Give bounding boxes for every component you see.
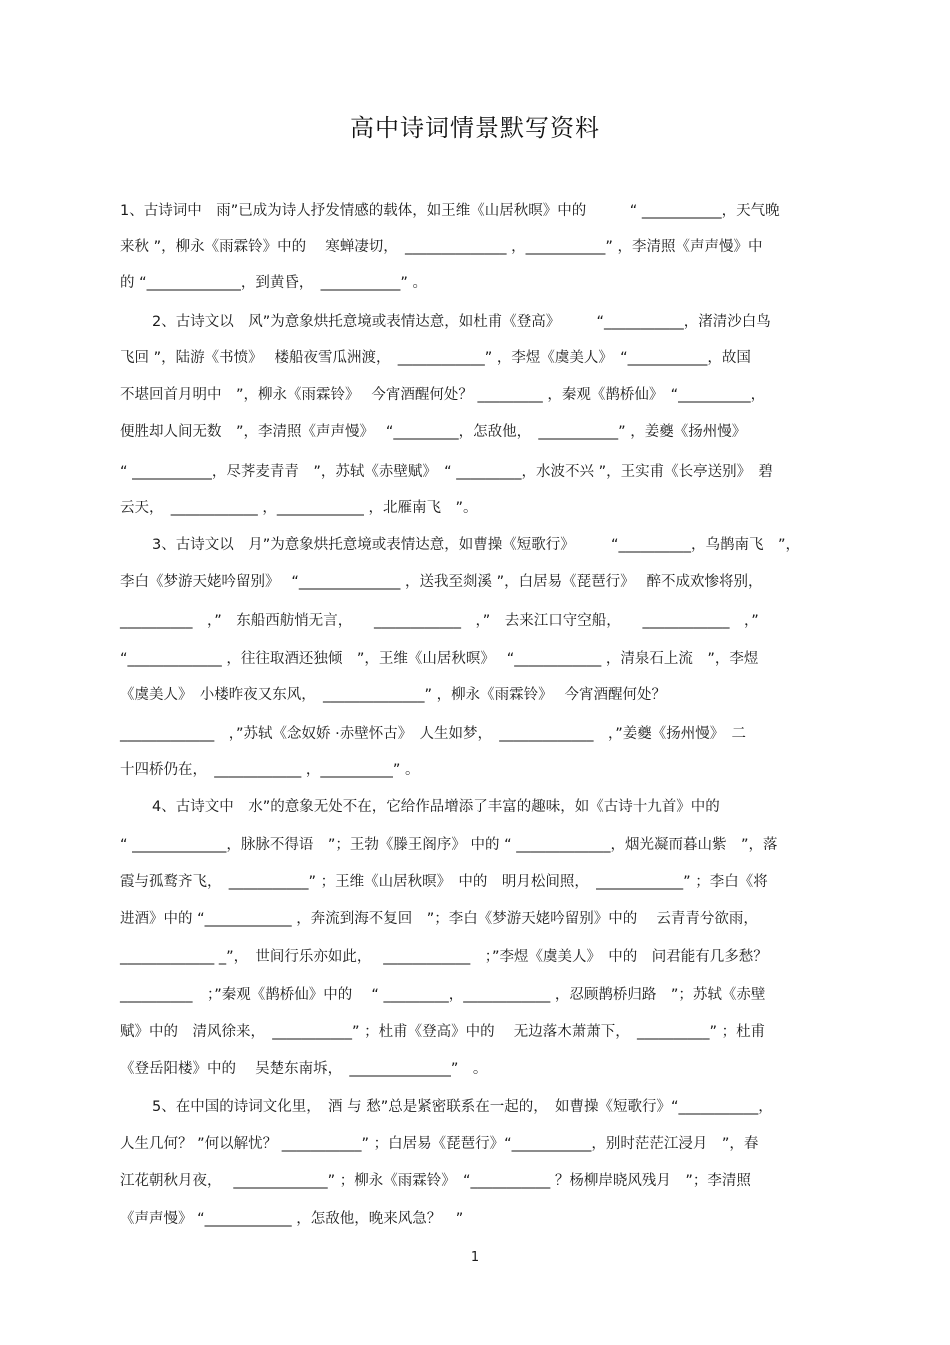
text-line: 《登岳阳楼》中的 吴楚东南坼， ______________” 。 (120, 1061, 488, 1077)
page-number: 1 (470, 1250, 480, 1265)
text-line: 赋》中的 清风徐来， ___________” ；杜甫《登高》中的 无边落木萧萧下， __________” ；杜甫 (120, 1024, 766, 1040)
text-line: __________ ，” 东船西舫悄无言， ____________ ，” 去来江口守空船， ____________ ，” (120, 613, 759, 629)
text-line: 人生几何？ ”何以解忧？ ___________” ；白居易《琵琶行》“___________，别时茫茫江浸月 ”，春 (120, 1136, 759, 1152)
text-line: 5、在中国的诗词文化里， 酒 与 愁”总是紧密联系在一起的， 如曹操《短歌行》“___________， (152, 1099, 773, 1115)
text-line: __________ ；”秦观《鹊桥仙》中的 “ _________，____________ ，忍顾鹊桥归路 ”；苏轼《赤壁 (120, 987, 766, 1003)
text-line: 3、古诗文以 月”为意象烘托意境或表情达意，如曹操《短歌行》 “__________，乌鹊南飞 ”， (152, 537, 801, 553)
text-line: 4、古诗文中 水”的意象无处不在，它给作品增添了丰富的趣味，如《古诗十九首》中的 (152, 799, 720, 815)
text-line: 进酒》中的 “____________ ，奔流到海不复回 ”；李白《梦游天姥吟留别》中的 云青青兮欲雨， (120, 911, 758, 927)
text-line: 《声声慢》 “____________ ，怎敌他，晚来风急？ ” (120, 1211, 464, 1227)
text-line: 江花朝秋月夜， _____________” ；柳永《雨霖铃》 “___________ ？杨柳岸晓风残月 ”；李清照 (120, 1173, 751, 1189)
text-line: 便胜却人间无数 ”，李清照《声声慢》 “_________，怎敌他， ___________” ，姜夔《扬州慢》 (120, 424, 747, 440)
text-line: 来秋 ”，柳永《雨霖铃》中的 寒蝉凄切， ______________ ，___________” ，李清照《声声慢》中 (120, 239, 763, 255)
page-title: 高中诗词情景默写资料 (350, 114, 600, 142)
text-line: “_____________ ，往往取酒还独倾 ”，王维《山居秋暝》 “____________ ，清泉石上流 ”，李煜 (120, 651, 759, 667)
text-line: _____________ _”， 世间行乐亦如此， ____________ ；”李煜《虞美人》 中的 问君能有几多愁？ (120, 949, 768, 965)
text-line: 飞回 ”，陆游《书愤》 楼船夜雪瓜洲渡， ____________” ，李煜《虞美人》 “___________，故国 (120, 350, 751, 366)
text-line: “ ___________，尽荠麦青青 ”，苏轼《赤壁赋》 “ _________，水波不兴 ”，王实甫《长亭送别》 碧 (120, 464, 773, 480)
text-line: 的 “_____________，到黄昏， ___________” 。 (120, 275, 427, 291)
text-line: _____________ ，”苏轼《念奴娇 ·赤壁怀古》 人生如梦， _____________ ，”姜夔《扬州慢》 二 (120, 726, 746, 742)
text-line: “ _____________，脉脉不得语 ”；王勃《滕王阁序》 中的 “ _____________，烟光凝而暮山紫 ”，落 (120, 837, 778, 853)
text-line: 十四桥仍在， ____________ ，__________” 。 (120, 762, 420, 778)
text-line: 1、古诗词中 雨”已成为诗人抒发情感的载体，如王维《山居秋暝》中的 “ ___________，天气晚 (120, 203, 780, 219)
text-line: 云天， ____________ ，____________ ，北雁南飞 ”。 (120, 500, 478, 516)
text-line: 霞与孤鹜齐飞， ___________” ；王维《山居秋暝》 中的 明月松间照， ____________” ；李白《将 (120, 874, 768, 890)
text-line: 不堪回首月明中 ”，柳永《雨霖铃》 今宵酒醒何处？ _________ ，秦观《鹊桥仙》 “__________， (120, 387, 766, 403)
text-line: 李白《梦游天姥吟留别》 “______________ ，送我至剡溪 ”，白居易《琵琶行》 醉不成欢惨将别， (120, 574, 763, 590)
text-line: 《虞美人》 小楼昨夜又东风， ______________” ，柳永《雨霖铃》 今宵酒醒何处？ (120, 687, 666, 703)
text-line: 2、古诗文以 风”为意象烘托意境或表情达意，如杜甫《登高》 “___________，渚清沙白鸟 (152, 314, 771, 330)
